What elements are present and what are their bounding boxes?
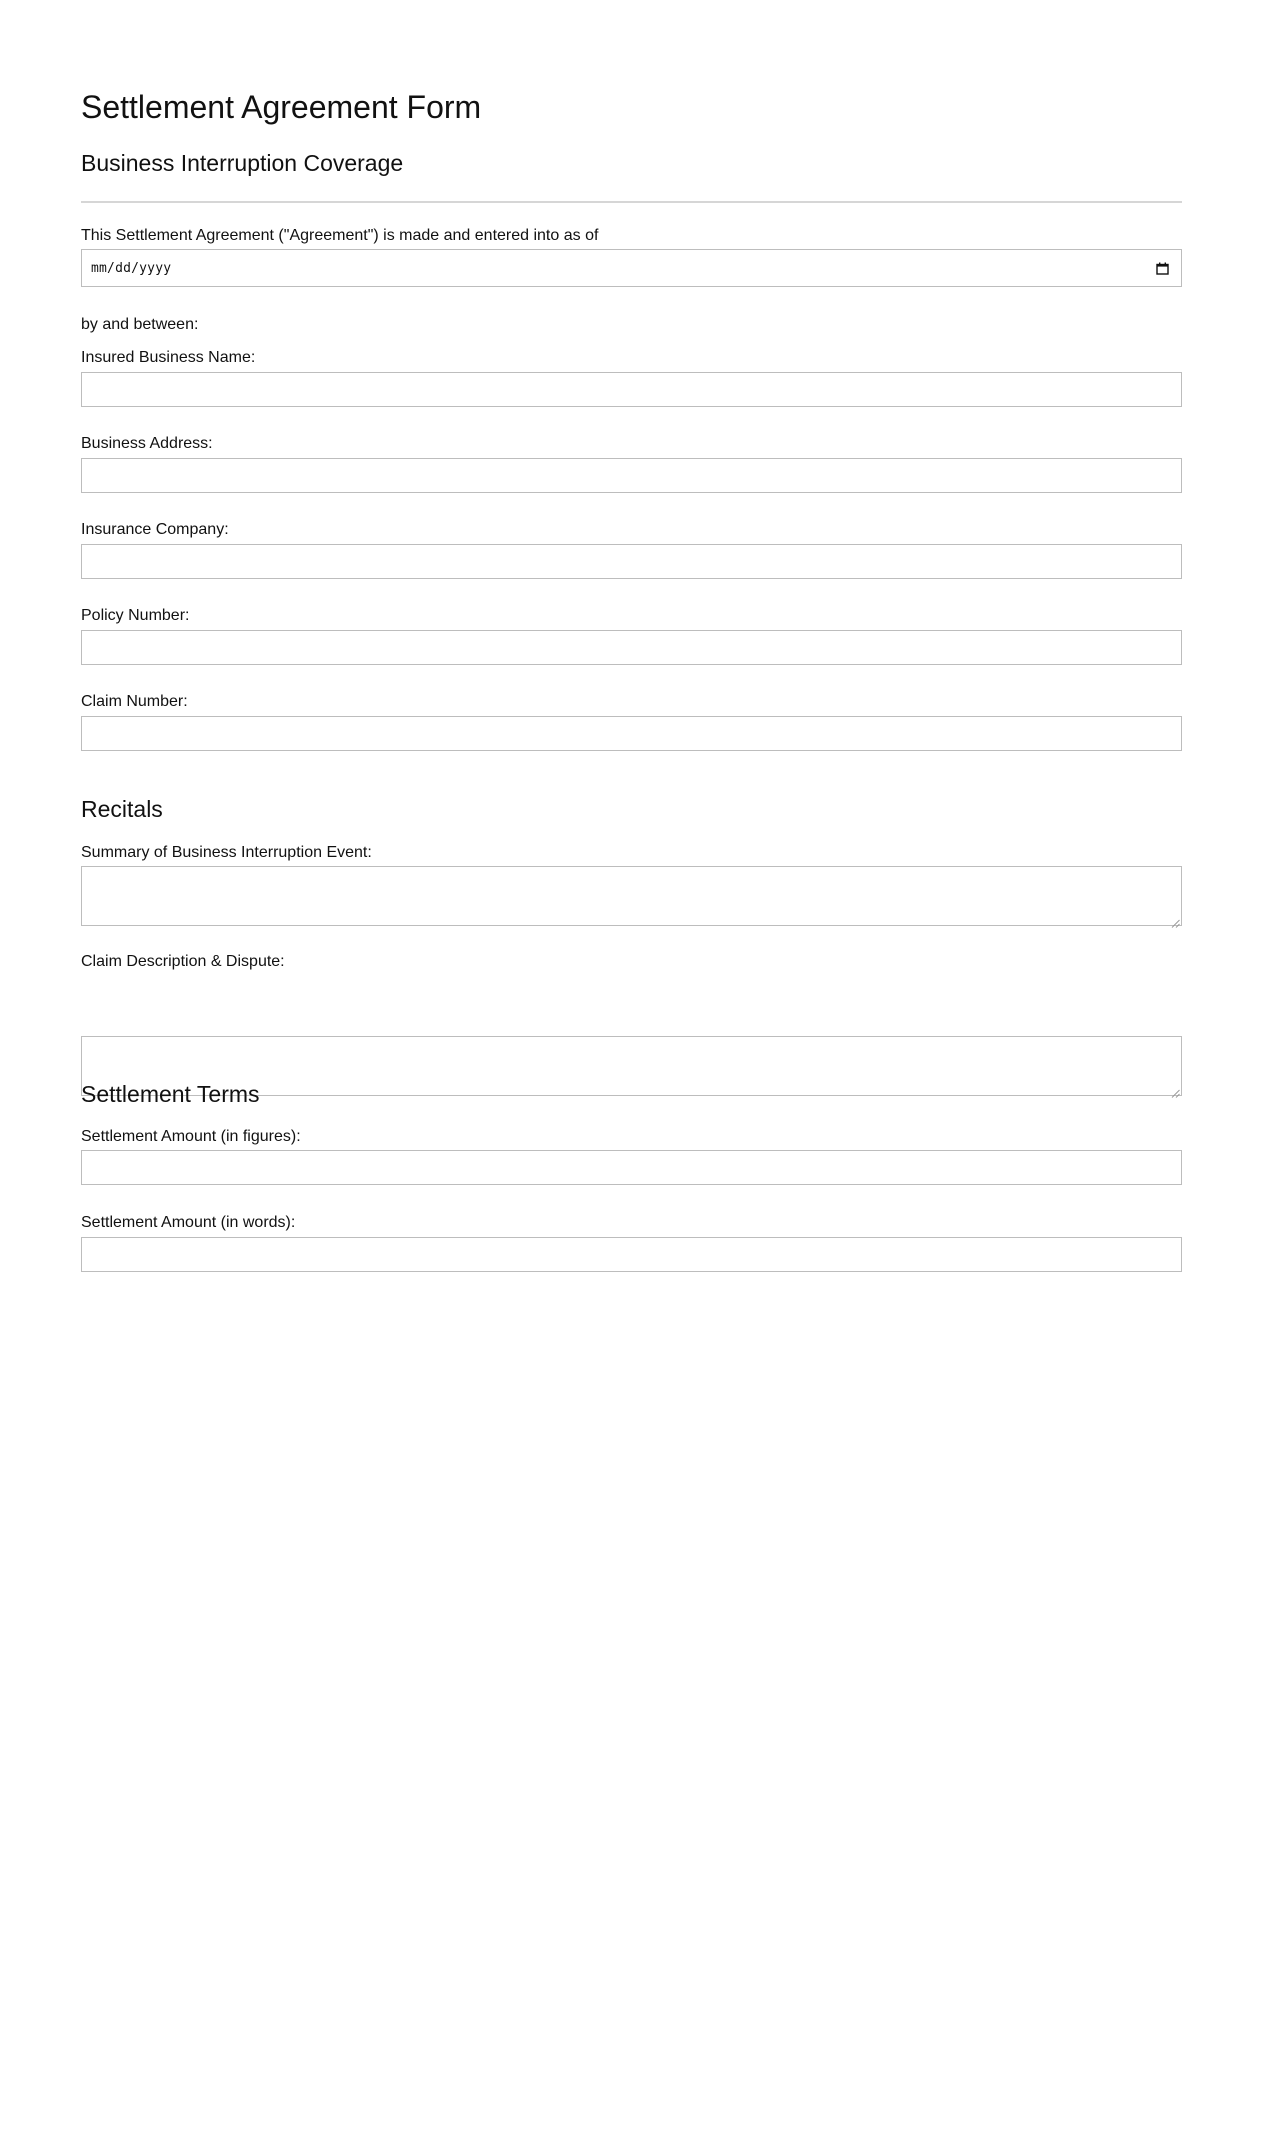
page-subtitle: Business Interruption Coverage — [81, 150, 404, 176]
page-title: Settlement Agreement Form — [81, 89, 482, 125]
amount-figures-label: Settlement Amount (in figures): — [81, 1128, 301, 1145]
policy-number-label: Policy Number: — [81, 607, 190, 624]
amount-words-input[interactable] — [81, 1237, 1182, 1272]
insurance-company-label: Insurance Company: — [81, 521, 229, 538]
date-placeholder: mm/dd/yyyy — [91, 260, 172, 276]
policy-number-input[interactable] — [81, 630, 1182, 665]
header-divider — [81, 201, 1182, 203]
intro-text: This Settlement Agreement ("Agreement") is made and entered into as of — [81, 227, 599, 244]
claim-number-input[interactable] — [81, 716, 1182, 751]
event-summary-textarea[interactable] — [81, 866, 1182, 926]
calendar-icon[interactable] — [1156, 262, 1169, 275]
insured-business-name-input[interactable] — [81, 372, 1182, 407]
insured-business-name-label: Insured Business Name: — [81, 349, 256, 366]
claim-description-label: Claim Description & Dispute: — [81, 953, 285, 970]
amount-words-label: Settlement Amount (in words): — [81, 1214, 296, 1231]
claim-number-label: Claim Number: — [81, 693, 188, 710]
settlement-form-page — [81, 0, 1182, 1231]
resize-handle-icon[interactable] — [1171, 915, 1180, 924]
business-address-input[interactable] — [81, 458, 1182, 493]
recitals-heading: Recitals — [81, 796, 163, 822]
agreement-date-input[interactable] — [81, 249, 1182, 287]
business-address-label: Business Address: — [81, 435, 213, 452]
amount-figures-input[interactable] — [81, 1150, 1182, 1185]
event-summary-label: Summary of Business Interruption Event: — [81, 844, 372, 861]
by-and-between-text: by and between: — [81, 316, 199, 333]
settlement-terms-heading: Settlement Terms — [81, 1081, 260, 1107]
resize-handle-icon[interactable] — [1171, 1085, 1180, 1094]
insurance-company-input[interactable] — [81, 544, 1182, 579]
